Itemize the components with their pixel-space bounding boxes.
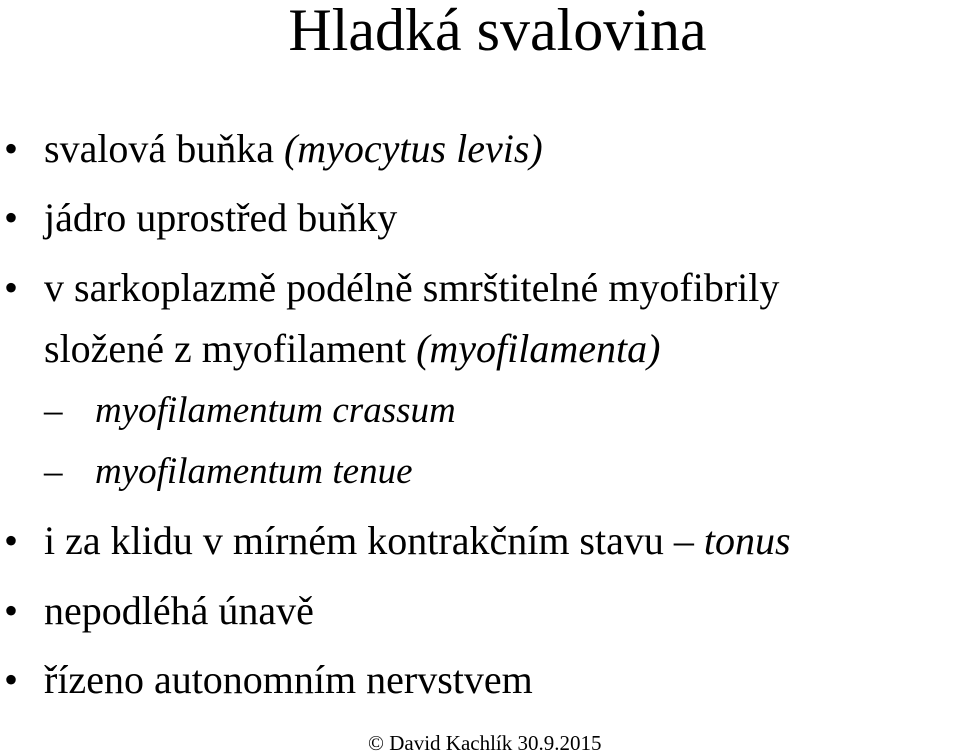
list-item — [44, 265, 779, 311]
sub-list-item: myofilamentum crassum — [95, 390, 456, 431]
list-item-text: nepodléhá únavě — [44, 588, 314, 633]
bullet-icon: • — [4, 195, 19, 240]
list-item-text: složené z myofilament — [44, 326, 417, 371]
list-item-text: jádro uprostřed buňky — [44, 195, 398, 240]
footer-copyright: © David Kachlík 30.9.2015 — [368, 731, 602, 755]
list-item — [44, 518, 791, 564]
list-item-italic: tonus — [703, 518, 791, 563]
list-item-text: svalová buňka — [44, 126, 284, 171]
dash-icon: – — [44, 390, 63, 431]
list-item-italic: (myofilamenta) — [416, 326, 661, 371]
list-item-text: v sarkoplazmě podélně smrštitelné myofibrily — [44, 265, 780, 310]
list-item — [44, 126, 543, 172]
bullet-icon: • — [4, 518, 19, 563]
bullet-icon: • — [4, 657, 19, 702]
list-item-italic: (myocytus levis) — [283, 126, 543, 171]
list-item-text: i za klidu v mírném kontrakčním stavu – — [44, 518, 704, 563]
bullet-icon: • — [4, 126, 19, 171]
dash-icon: – — [44, 451, 63, 492]
list-item — [44, 195, 397, 241]
slide-title: Hladká svalovina — [288, 0, 707, 63]
list-item — [44, 588, 314, 634]
list-item — [44, 657, 533, 703]
list-item-text: řízeno autonomním nervstvem — [44, 657, 533, 702]
bullet-icon: • — [4, 588, 19, 633]
bullet-icon: • — [4, 265, 19, 310]
sub-list-item: myofilamentum tenue — [95, 451, 413, 492]
list-item-continuation — [44, 326, 660, 372]
